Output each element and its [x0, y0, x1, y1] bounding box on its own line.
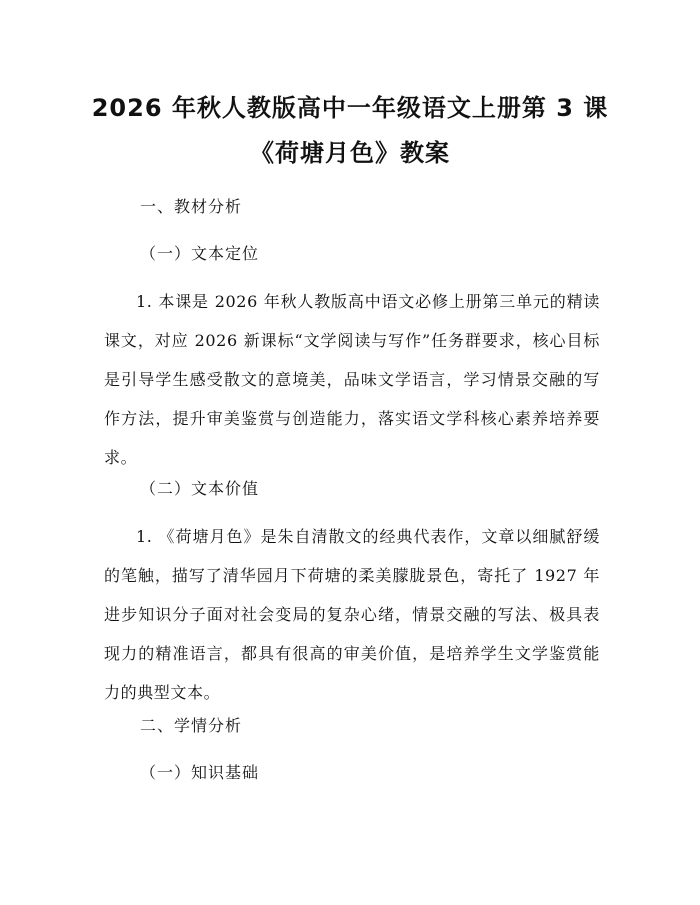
- section-heading-teaching-material-analysis: 一、教材分析: [140, 197, 243, 216]
- paragraph-text-value: 1. 《荷塘月色》是朱自清散文的经典代表作，文章以细腻舒缓的笔触，描写了清华园月下荷塘的柔美朦胧景色，寄托了 1927 年进步知识分子面对社会变局的复杂心绪，情景交融的写法、极具表现力的精准语言，都具有很高的审美价值，是培养学生文学鉴赏能力的典型文本。: [104, 527, 600, 702]
- section-heading-student-analysis: 二、学情分析: [140, 716, 243, 735]
- document-title-line-1: 2026 年秋人教版高中一年级语文上册第 3 课: [91, 94, 609, 122]
- subsection-heading-text-positioning: （一）文本定位: [140, 244, 260, 263]
- document-title-line-2: 《荷塘月色》教案: [250, 139, 450, 167]
- subsection-heading-text-value: （二）文本价值: [140, 479, 260, 498]
- subsection-heading-knowledge-base: （一）知识基础: [140, 763, 260, 782]
- paragraph-text-positioning: 1. 本课是 2026 年秋人教版高中语文必修上册第三单元的精读课文，对应 2026 新课标“文学阅读与写作”任务群要求，核心目标是引导学生感受散文的意境美，品味文学语言，学习情景交融的写作方法，提升审美鉴赏与创造能力，落实语文学科核心素养培养要求。: [104, 292, 600, 467]
